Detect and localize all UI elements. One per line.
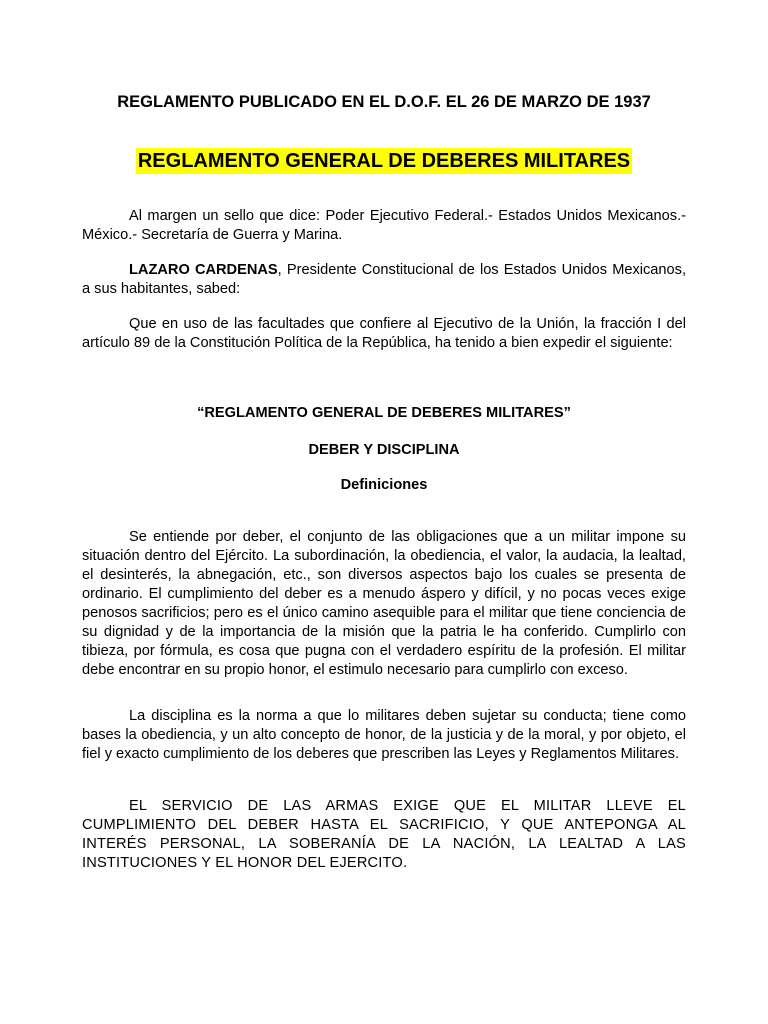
section-heading: DEBER Y DISCIPLINA <box>308 442 460 458</box>
title-wrapper <box>0 148 768 174</box>
duty-definition-paragraph: Se entiende por deber, el conjunto de las obligaciones que a un militar impone su situación dentro del Ejército. La subordinación, la obediencia, el valor, la audacia, la lealtad, el desinterés, la abnegación, etc., son diversos aspectos bajo los cuales se presenta de ordinario. El cumplimiento del deber es a menudo áspero y difícil, y no pocas veces exige penosos sacrificios; pero es el único camino asequible para el militar que tiene conciencia de su dignidad y de la importancia de la misión que la patria le ha conferido. Cumplirlo con tibieza, por fórmula, es cosa que pugna con el verdadero espíritu de la profesión. El militar debe encontrar en su propio honor, el estimulo necesario para cumplirlo con exceso. <box>82 529 686 678</box>
subsection-heading: Definiciones <box>340 477 428 493</box>
signatory-name: LAZARO CARDENAS <box>129 262 278 278</box>
decree-paragraph: Que en uso de las facultades que confiere al Ejecutivo de la Unión, la fracción I del artículo 89 de la Constitución Política de la República, ha tenido a bien expedir el siguiente: <box>82 316 686 351</box>
publication-header: REGLAMENTO PUBLICADO EN EL D.O.F. EL 26 DE MARZO DE 1937 <box>117 93 651 111</box>
signatory-text: , Presidente Constitucional de los Estados Unidos Mexicanos, a sus habitantes, sabed: <box>82 262 687 297</box>
seal-paragraph: Al margen un sello que dice: Poder Ejecutivo Federal.- Estados Unidos Mexicanos.- México.- Secretaría de Guerra y Marina. <box>82 208 686 243</box>
highlighted-main-title: REGLAMENTO GENERAL DE DEBERES MILITARES <box>137 150 631 172</box>
discipline-definition-paragraph: La disciplina es la norma a que lo militares deben sujetar su conducta; tiene como bases la obediencia, y un alto concepto de honor, de la justicia y de la moral, y por objeto, el fiel y exacto cumplimiento de los deberes que prescriben las Leyes y Reglamentos Militares. <box>82 708 686 762</box>
signatory-paragraph <box>82 261 686 299</box>
service-of-arms-paragraph: EL SERVICIO DE LAS ARMAS EXIGE QUE EL MILITAR LLEVE EL CUMPLIMIENTO DEL DEBER HASTA EL SACRIFICIO, Y QUE ANTEPONGA AL INTERÉS PERSONAL, LA SOBERANÍA DE LA NACIÓN, LA LEALTAD A LAS INSTITUCIONES Y EL HONOR DEL EJERCITO. <box>82 798 686 871</box>
quoted-regulation-title: “REGLAMENTO GENERAL DE DEBERES MILITARES” <box>197 405 571 421</box>
